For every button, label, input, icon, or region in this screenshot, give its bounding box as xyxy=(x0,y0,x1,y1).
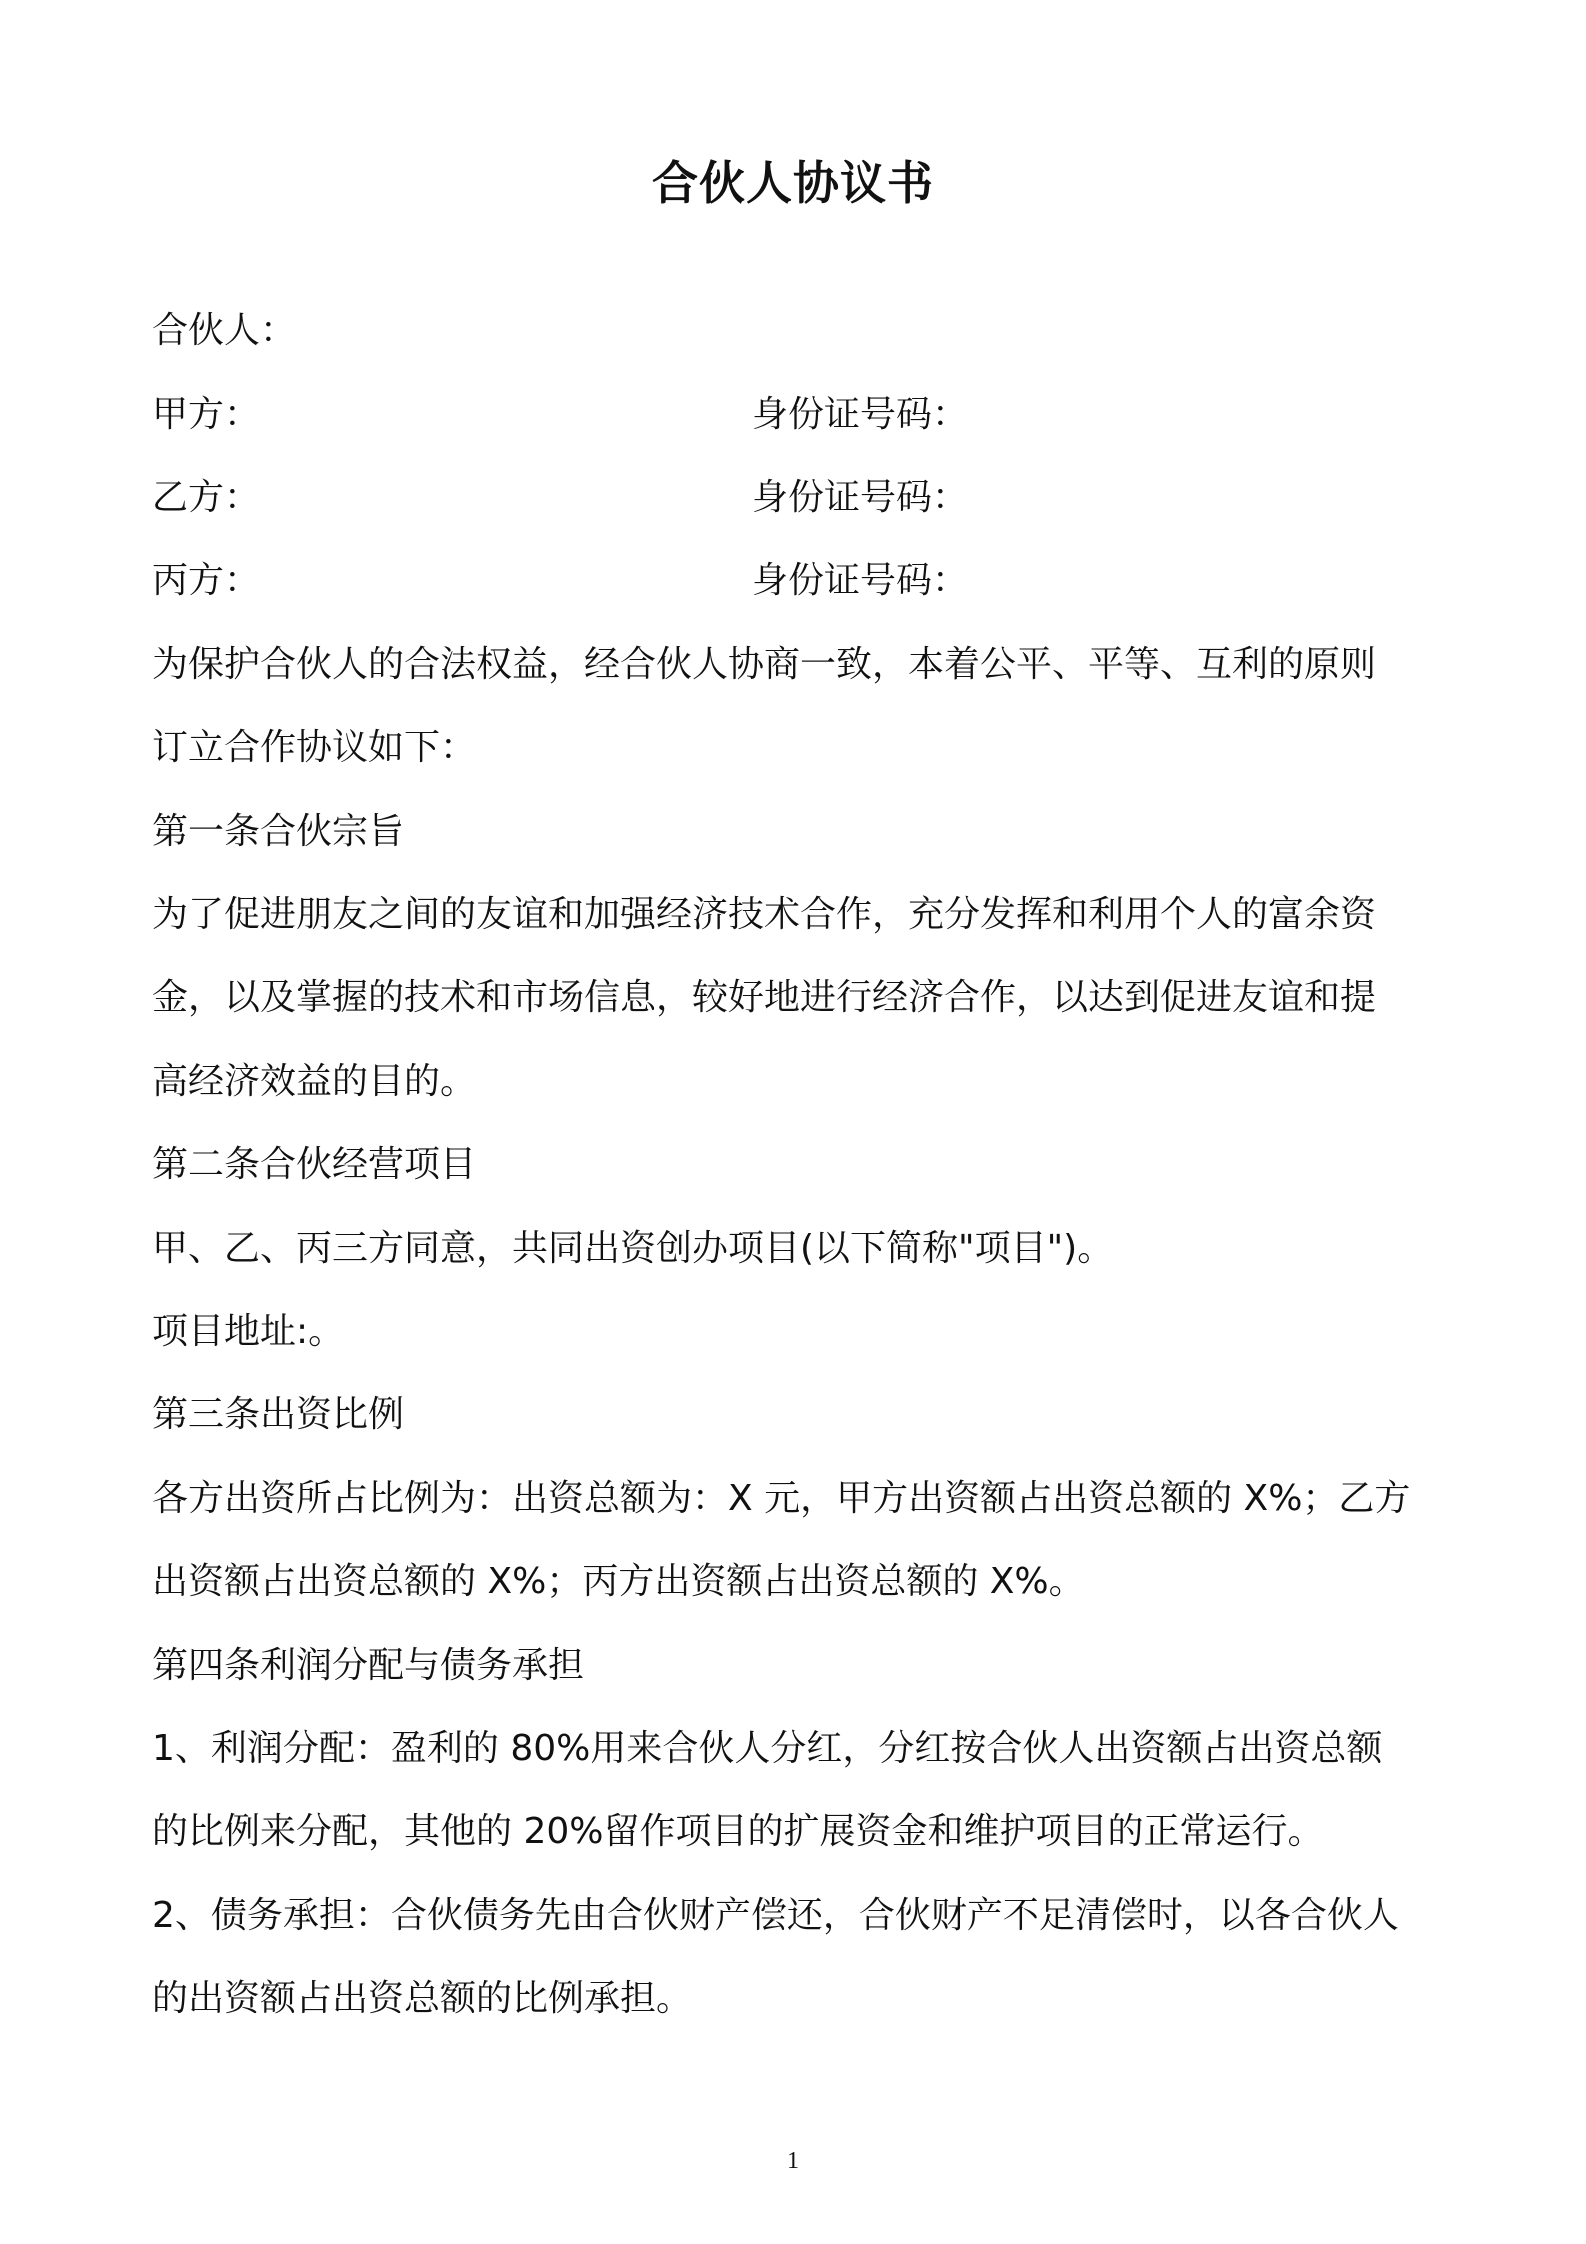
party-row-c xyxy=(152,553,1442,609)
article-text: 出资额占出资总额的 X%；丙方出资额占出资总额的 X%。 xyxy=(152,1561,1085,1602)
party-label: 乙方： xyxy=(152,477,261,518)
article-heading: 第二条合伙经营项目 xyxy=(152,1144,477,1185)
page-number: 1 xyxy=(787,2148,799,2174)
article-text: 2、债务承担：合伙债务先由合伙财产偿还，合伙财产不足清偿时，以各合伙人 xyxy=(152,1895,1399,1936)
intro-line: 为保护合伙人的合法权益，经合伙人协商一致，本着公平、平等、互利的原则 xyxy=(152,644,1377,685)
article-text: 项目地址:。 xyxy=(152,1311,345,1352)
article-heading: 第一条合伙宗旨 xyxy=(152,811,405,852)
article-text: 的比例来分配，其他的 20%留作项目的扩展资金和维护项目的正常运行。 xyxy=(152,1811,1324,1852)
party-row-b xyxy=(152,470,1442,526)
article-text: 各方出资所占比例为：出资总额为：X 元，甲方出资额占出资总额的 X%；乙方 xyxy=(152,1478,1411,1519)
article-text: 金，以及掌握的技术和市场信息，较好地进行经济合作，以达到促进友谊和提 xyxy=(152,977,1377,1018)
article-heading: 第三条出资比例 xyxy=(152,1394,405,1435)
article-text: 为了促进朋友之间的友谊和加强经济技术合作，充分发挥和利用个人的富余资 xyxy=(152,894,1377,935)
document-title: 合伙人协议书 xyxy=(652,156,934,210)
party-label: 甲方： xyxy=(152,394,261,435)
intro-line: 订立合作协议如下： xyxy=(152,727,477,768)
article-text: 1、利润分配：盈利的 80%用来合伙人分红，分红按合伙人出资额占出资总额 xyxy=(152,1728,1383,1769)
partners-heading: 合伙人： xyxy=(152,310,297,351)
id-number-label: 身份证号码： xyxy=(752,560,969,601)
party-label: 丙方： xyxy=(152,560,261,601)
id-number-label: 身份证号码： xyxy=(752,477,969,518)
article-text: 的出资额占出资总额的比例承担。 xyxy=(152,1978,693,2019)
party-row-a xyxy=(152,387,1442,443)
article-text: 甲、乙、丙三方同意，共同出资创办项目(以下简称"项目")。 xyxy=(152,1228,1114,1269)
article-text: 高经济效益的目的。 xyxy=(152,1061,477,1102)
article-heading: 第四条利润分配与债务承担 xyxy=(152,1645,585,1686)
id-number-label: 身份证号码： xyxy=(752,394,969,435)
